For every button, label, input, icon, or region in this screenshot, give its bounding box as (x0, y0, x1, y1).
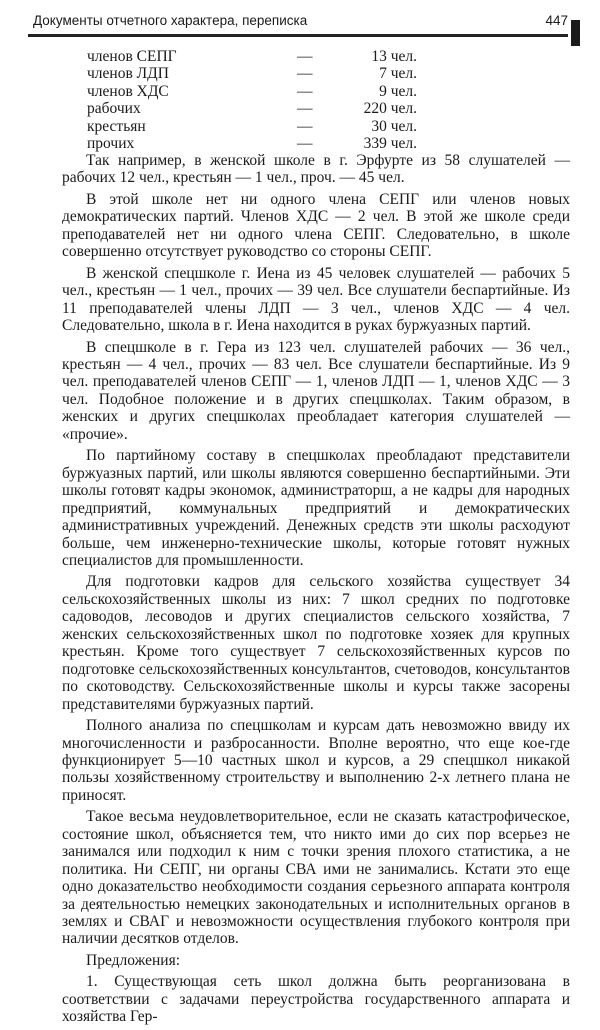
stats-value: 30 чел. (371, 117, 417, 135)
body-text (62, 152, 570, 1030)
stats-dash: — (297, 65, 313, 83)
stats-row (87, 65, 417, 82)
stats-value: 9 чел. (379, 82, 417, 100)
stats-dash: — (297, 100, 313, 118)
paragraph: Так например, в женской школе в г. Эрфурте из 58 слушателей — рабочих 12 чел., крестьян — 1 чел., проч. — 45 чел. (62, 152, 570, 187)
stats-row (87, 83, 417, 100)
margin-bar (571, 20, 580, 46)
stats-label: прочих (87, 134, 135, 152)
running-header (28, 8, 568, 37)
stats-value: 13 чел. (371, 48, 417, 65)
stats-dash: — (297, 48, 313, 65)
stats-dash: — (297, 82, 313, 100)
paragraph: Полного анализа по спецшколам и курсам дать невозможно ввиду их многочисленности и разбросанности. Вполне вероятно, что еще кое-где функционирует 5—10 частных школ и курсов, а 29 спецшкол никакой пользы хозяйственному строительству и выполнению 2-х летнего плана не приносят. (62, 717, 570, 804)
stats-row (87, 118, 417, 135)
stats-label: членов ЛДП (87, 65, 169, 83)
page-number: 447 (545, 13, 568, 28)
stats-row (87, 100, 417, 117)
membership-stats (87, 48, 417, 152)
paragraph: В женской спецшколе г. Иена из 45 человек слушателей — рабочих 5 чел., крестьян — 1 чел., прочих — 39 чел. Все слушатели беспартийные. Из 11 преподавателей члены ЛДП — 3 чел., членов ХДС — 4 чел. Следовательно, школа в г. Иена находится в руках буржуазных партий. (62, 264, 570, 335)
stats-label: рабочих (87, 100, 141, 118)
stats-value: 7 чел. (379, 65, 417, 83)
paragraph: По партийному составу в спецшколах преобладают представители буржуазных партий, или школы являются совершенно беспартийными. Эти школы готовят кадры экономок, администраторш, а не кадры для народных предприятий, коммунальных предприятий и демократических административных учреждений. Денежных средств эти школы расходуют больше, чем инженерно-технические школы, которые готовят нужных специалистов для промышленности. (62, 447, 570, 569)
paragraph: В спецшколе в г. Гера из 123 чел. слушателей рабочих — 36 чел., крестьян — 4 чел., прочих — 83 чел. Все слушатели беспартийные. Из 9 чел. преподавателей членов СЕПГ — 1, членов ЛДП — 1, членов ХДС — 3 чел. Подобное положение и в других спецшколах. Таким образом, в женских и других спецшколах преобладает категория слушателей — «прочие». (62, 338, 570, 443)
paragraph: 1. Существующая сеть школ должна быть реорганизована в соответствии с задачами переустройства государственного аппарата и хозяйства Гер- (62, 973, 570, 1026)
paragraph: Для подготовки кадров для сельского хозяйства существует 34 сельскохозяйственных школы из них: 7 школ средних по подготовке садоводов, лесоводов и других специалистов сельского хозяйства, 7 женских сельскохозяйственных школ по подготовке хозяек для крупных крестьян. Кроме того существует 7 сельскохозяйственных курсов по подготовке сельскохозяйственных консультантов, счетоводов, консультантов по скотоводству. Сельскохозяйственные школы и курсы также засорены представителями буржуазных партий. (62, 573, 570, 713)
stats-value: 220 чел. (363, 100, 417, 118)
header-title: Документы отчетного характера, переписка (33, 13, 308, 28)
stats-label: крестьян (87, 117, 146, 135)
stats-value: 339 чел. (363, 134, 417, 152)
stats-row (87, 48, 417, 65)
paragraph: В этой школе нет ни одного члена СЕПГ или членов новых демократических партий. Членов ХДС — 2 чел. В этой же школе среди преподавателей нет ни одного члена СЕПГ. Следовательно, в школе совершенно отсутствует руководство со стороны СЕПГ. (62, 190, 570, 261)
stats-label: членов СЕПГ (87, 48, 177, 65)
stats-label: членов ХДС (87, 82, 169, 100)
paragraph: Предложения: (86, 951, 181, 969)
stats-dash: — (297, 117, 313, 135)
stats-dash: — (297, 134, 313, 152)
paragraph: Такое весьма неудовлетворительное, если не сказать катастрофическое, состояние школ, объясняется тем, что никто ими до сих пор всерьез не занимался или подходил к ним с точки зрения плохого статистика, а не политика. Ни СЕПГ, ни органы СВА ими не занимались. Кстати это еще одно доказательство необходимости создания серьезного аппарата контроля за деятельностью немецких законодательных и исполнительных органов в землях и СВАГ и невозможности осуществления глубокого контроля при наличии десятков отделов. (62, 808, 570, 948)
stats-row (87, 135, 417, 152)
